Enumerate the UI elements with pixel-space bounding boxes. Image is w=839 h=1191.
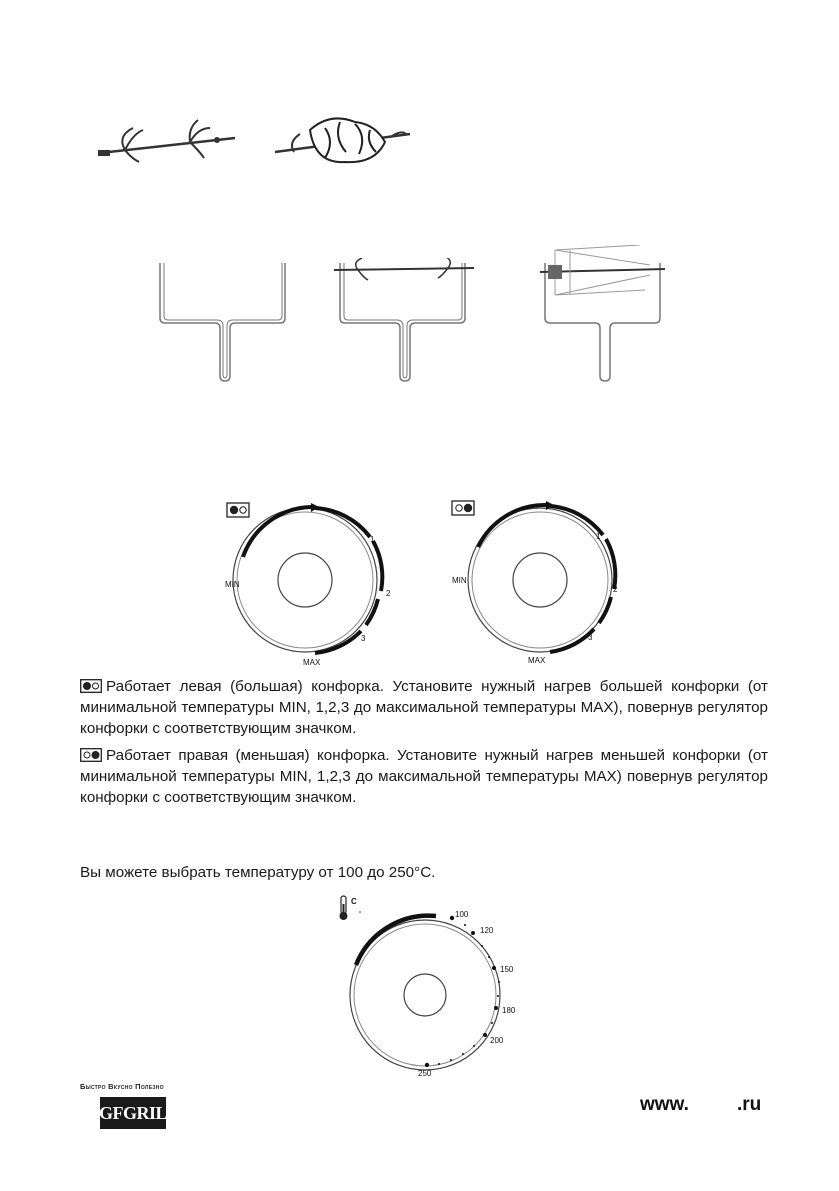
left-burner-instruction [80, 676, 768, 739]
thermometer-icon [340, 896, 348, 920]
temp-tick-120: 120 [480, 926, 494, 935]
temperature-unit: C [351, 897, 357, 906]
left-burner-text: Работает левая (большая) конфорка. Установите нужный нагрев большей конфорки (от минимальной температуры MIN, 1,2,3 до максимальной температуры MAX), повернув регулятор конфорки с соответствующим значком. [80, 678, 768, 737]
right-burner-dial [440, 495, 640, 670]
url-suffix: .ru [737, 1094, 762, 1115]
left-step-3: 3 [361, 634, 366, 643]
spit-illustration [95, 110, 245, 170]
right-burner-instruction [80, 745, 768, 808]
temperature-dial [330, 890, 530, 1080]
spit-with-meat-illustration [270, 110, 420, 170]
right-min-label: MIN [452, 576, 467, 585]
right-max-label: MAX [528, 656, 546, 665]
right-step-3: 3 [588, 633, 593, 642]
brand-tagline: Быстро Вкусно Полезно [80, 1082, 164, 1091]
right-burner-icon [80, 748, 102, 762]
empty-stand [150, 258, 300, 388]
brand-logo: GFGRIL [100, 1097, 166, 1129]
temperature-intro: Вы можете выбрать температуру от 100 до 250°C. [80, 864, 436, 881]
right-step-1: 1 [596, 532, 601, 541]
left-burner-icon [80, 679, 102, 693]
url-prefix: www. [640, 1094, 689, 1115]
temp-tick-100: 100 [455, 910, 469, 919]
left-burner-dial [215, 495, 415, 670]
stand-with-basket [520, 245, 680, 390]
left-step-2: 2 [386, 589, 391, 598]
left-step-1: 1 [370, 535, 375, 544]
right-burner-text: Работает правая (меньшая) конфорка. Установите нужный нагрев меньшей конфорки (от минимальной температуры MIN, 1,2,3 до максимальной температуры MAX) повернув регулятор конфорки с соответствующим значком. [80, 747, 768, 806]
left-burner-icon [227, 503, 249, 517]
temp-tick-250: 250 [418, 1069, 432, 1078]
left-max-label: MAX [303, 658, 321, 667]
temperature-dots [425, 916, 500, 1067]
temp-tick-200: 200 [490, 1036, 504, 1045]
temp-tick-150: 150 [500, 965, 514, 974]
right-step-2: 2 [613, 585, 618, 594]
temp-tick-180: 180 [502, 1006, 516, 1015]
stand-with-spit [330, 258, 480, 388]
right-burner-icon [452, 501, 474, 515]
left-min-label: MIN [225, 580, 240, 589]
